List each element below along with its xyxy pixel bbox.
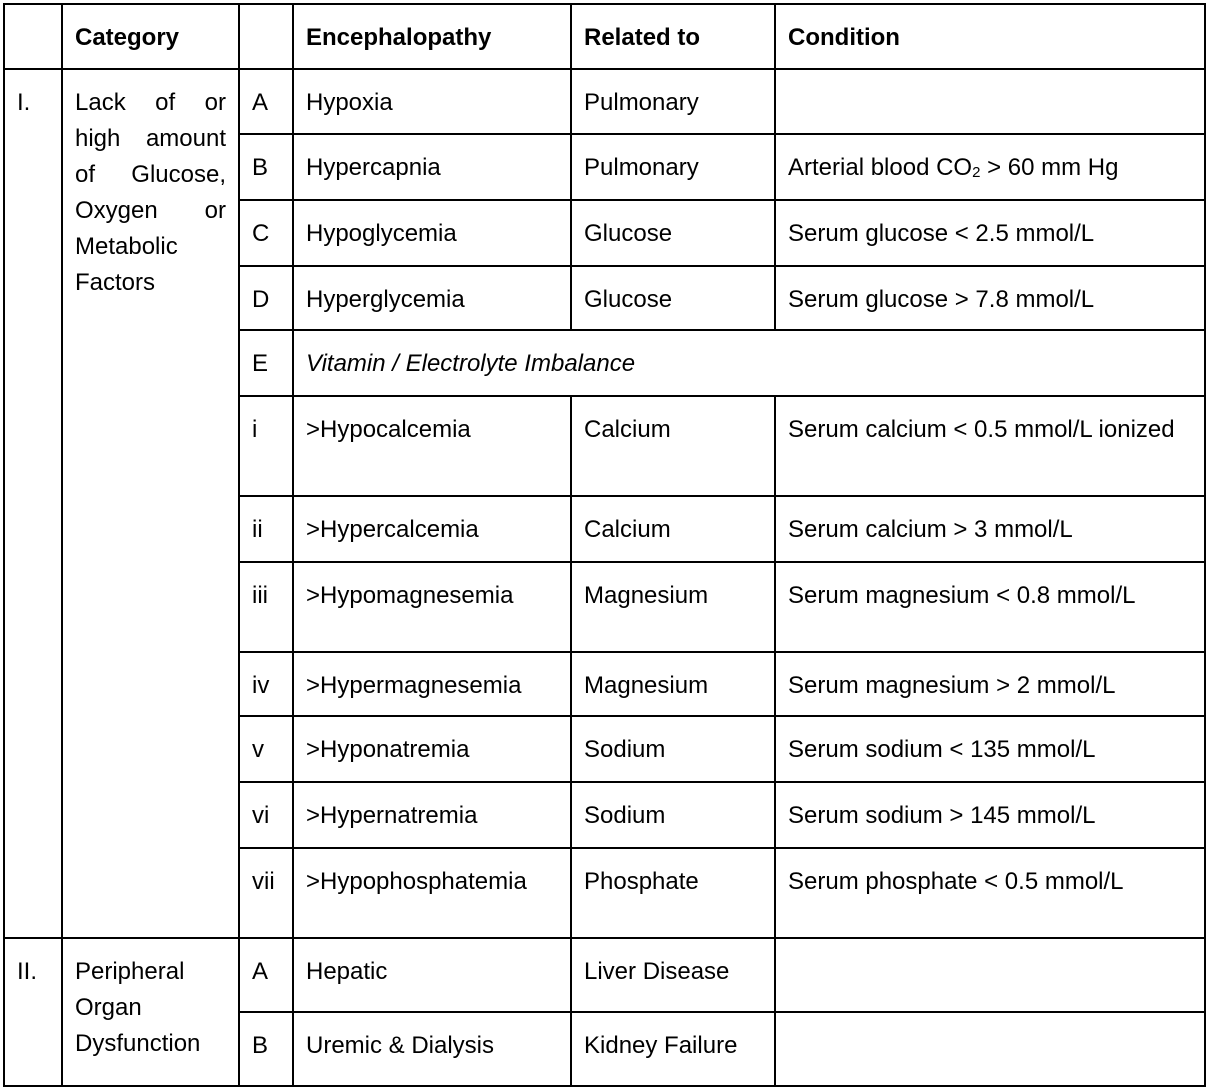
row-related-to: Glucose bbox=[571, 266, 775, 330]
row-letter: D bbox=[239, 266, 293, 330]
condition-text: > 60 mm Hg bbox=[980, 154, 1119, 181]
row-related-to: Pulmonary bbox=[571, 134, 775, 200]
header-letter bbox=[239, 4, 293, 69]
row-condition: Serum glucose < 2.5 mmol/L bbox=[775, 200, 1205, 266]
row-letter: A bbox=[239, 69, 293, 134]
row-related-to: Liver Disease bbox=[571, 938, 775, 1012]
row-condition bbox=[775, 938, 1205, 1012]
row-encephalopathy: Hypoxia bbox=[293, 69, 571, 134]
header-category: Category bbox=[62, 4, 239, 69]
row-condition: Serum calcium > 3 mmol/L bbox=[775, 496, 1205, 562]
row-related-to: Glucose bbox=[571, 200, 775, 266]
row-condition: Serum glucose > 7.8 mmol/L bbox=[775, 266, 1205, 330]
group-number: II. bbox=[4, 938, 62, 1086]
row-condition bbox=[775, 1012, 1205, 1086]
table-row bbox=[4, 938, 1205, 1012]
row-related-to: Kidney Failure bbox=[571, 1012, 775, 1086]
row-related-to: Magnesium bbox=[571, 562, 775, 652]
group-number: I. bbox=[4, 69, 62, 938]
row-letter: v bbox=[239, 716, 293, 782]
row-condition: Serum phosphate < 0.5 mmol/L bbox=[775, 848, 1205, 938]
row-encephalopathy: Hypercapnia bbox=[293, 134, 571, 200]
header-roman bbox=[4, 4, 62, 69]
row-encephalopathy: Hepatic bbox=[293, 938, 571, 1012]
row-letter: i bbox=[239, 396, 293, 496]
row-letter: B bbox=[239, 1012, 293, 1086]
header-encephalopathy: Encephalopathy bbox=[293, 4, 571, 69]
row-encephalopathy: Hyperglycemia bbox=[293, 266, 571, 330]
row-letter: B bbox=[239, 134, 293, 200]
row-letter: A bbox=[239, 938, 293, 1012]
row-encephalopathy: >Hypermagnesemia bbox=[293, 652, 571, 716]
row-encephalopathy: >Hypercalcemia bbox=[293, 496, 571, 562]
row-related-to: Calcium bbox=[571, 496, 775, 562]
encephalopathy-table bbox=[3, 3, 1206, 1087]
header-row bbox=[4, 4, 1205, 69]
group-category: Peripheral Organ Dysfunction bbox=[62, 938, 239, 1086]
table-row bbox=[4, 69, 1205, 134]
row-letter: ii bbox=[239, 496, 293, 562]
row-letter: vi bbox=[239, 782, 293, 848]
row-related-to: Sodium bbox=[571, 782, 775, 848]
row-condition: Serum sodium > 145 mmol/L bbox=[775, 782, 1205, 848]
row-condition bbox=[775, 134, 1205, 200]
row-encephalopathy: >Hyponatremia bbox=[293, 716, 571, 782]
header-related-to: Related to bbox=[571, 4, 775, 69]
row-letter: vii bbox=[239, 848, 293, 938]
row-encephalopathy: >Hypocalcemia bbox=[293, 396, 571, 496]
row-letter: E bbox=[239, 330, 293, 396]
condition-subscript: 2 bbox=[972, 164, 981, 181]
row-related-to: Sodium bbox=[571, 716, 775, 782]
row-condition: Serum sodium < 135 mmol/L bbox=[775, 716, 1205, 782]
row-condition: Serum magnesium > 2 mmol/L bbox=[775, 652, 1205, 716]
row-related-to: Calcium bbox=[571, 396, 775, 496]
row-related-to: Pulmonary bbox=[571, 69, 775, 134]
row-encephalopathy: Uremic & Dialysis bbox=[293, 1012, 571, 1086]
row-encephalopathy: Hypoglycemia bbox=[293, 200, 571, 266]
row-subheading: Vitamin / Electrolyte Imbalance bbox=[293, 330, 1205, 396]
row-related-to: Phosphate bbox=[571, 848, 775, 938]
row-encephalopathy: >Hypernatremia bbox=[293, 782, 571, 848]
row-letter: iv bbox=[239, 652, 293, 716]
condition-text: Arterial blood CO bbox=[788, 154, 973, 181]
row-condition: Serum magnesium < 0.8 mmol/L bbox=[775, 562, 1205, 652]
row-related-to: Magnesium bbox=[571, 652, 775, 716]
group-category: Lack of or high amount of Glucose, Oxygen or Metabolic Factors bbox=[62, 69, 239, 938]
row-condition bbox=[775, 69, 1205, 134]
row-encephalopathy: >Hypophosphatemia bbox=[293, 848, 571, 938]
row-letter: C bbox=[239, 200, 293, 266]
row-condition: Serum calcium < 0.5 mmol/L ionized bbox=[775, 396, 1205, 496]
header-condition: Condition bbox=[775, 4, 1205, 69]
row-letter: iii bbox=[239, 562, 293, 652]
row-encephalopathy: >Hypomagnesemia bbox=[293, 562, 571, 652]
